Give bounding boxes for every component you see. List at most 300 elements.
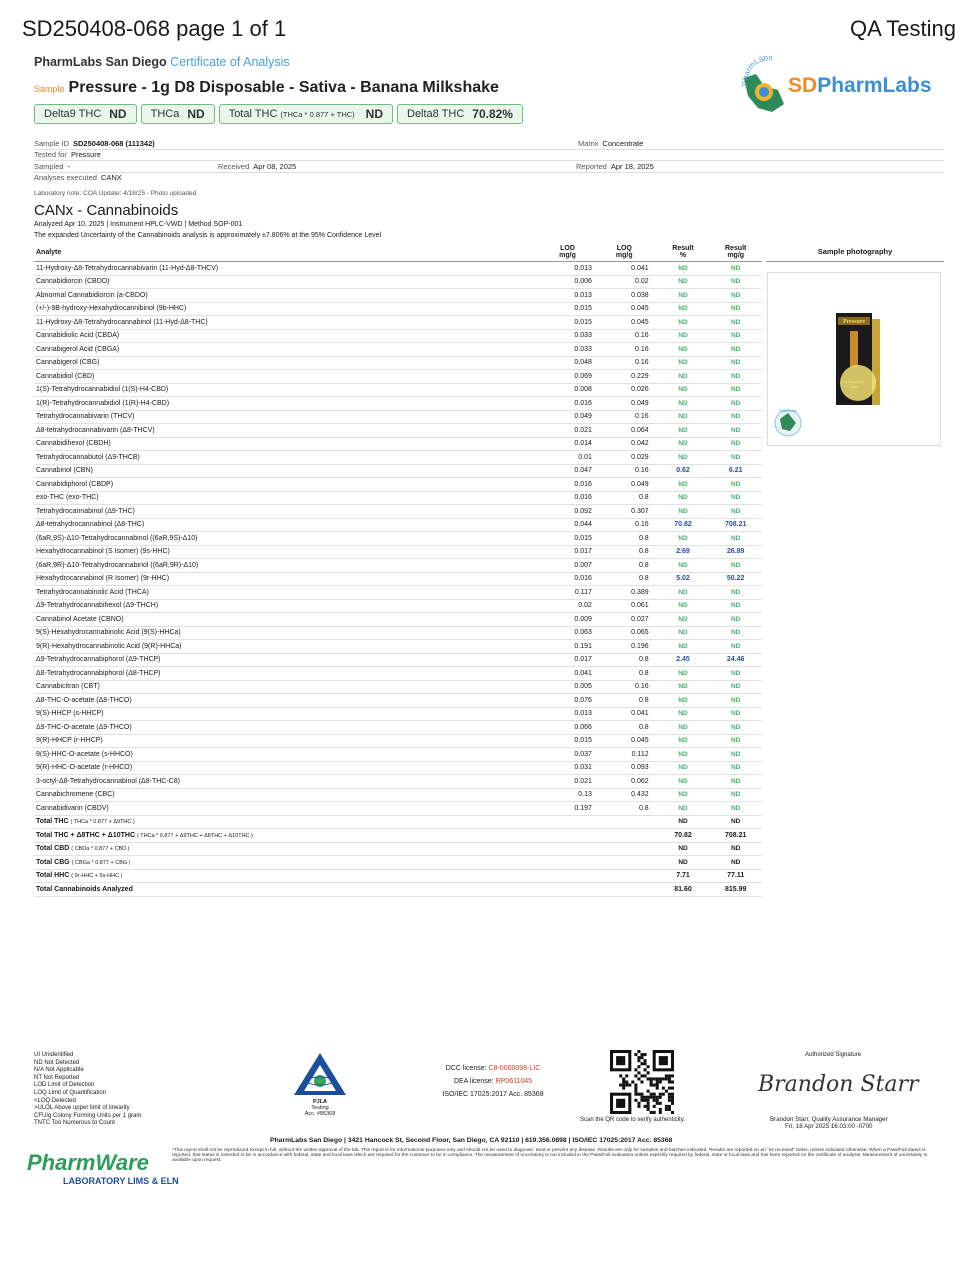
- result-pct: ND: [678, 777, 688, 785]
- signer-name: Brandon Starr, Quality Assurance Manager: [770, 1116, 888, 1123]
- sample-tag: Sample: [34, 84, 65, 94]
- table-row: [34, 505, 762, 519]
- table-row: [34, 276, 762, 290]
- total-formula: ( CBDa * 0.877 + CBD ): [71, 846, 130, 853]
- result-pct: ND: [678, 507, 688, 515]
- table-row: [34, 775, 762, 789]
- analyte-name: 9(R)-HHCP (r-HHCP): [36, 737, 103, 745]
- lod-value: 0.016: [574, 480, 592, 488]
- result-pct: ND: [678, 440, 688, 448]
- pjla-line: Testing: [311, 1105, 329, 1111]
- table-row: [34, 343, 762, 357]
- analyte-name: (6aR,9R)-Δ10-Tetrahydrocannabinol ((6aR,9R)-Δ10): [36, 561, 199, 569]
- lod-value: 0.047: [574, 467, 592, 475]
- analyte-name: Δ9-THC-O-acetate (Δ9-THCO): [36, 723, 132, 731]
- loq-value: 0.8: [638, 669, 649, 677]
- lod-value: 0.041: [574, 669, 592, 677]
- sample-name: Pressure - 1g D8 Disposable - Sativa - Banana Milkshake: [68, 79, 499, 96]
- result-mg: ND: [730, 723, 741, 731]
- loq-value: 0.045: [631, 318, 649, 326]
- table-row: [34, 600, 762, 614]
- result-mg: ND: [730, 845, 741, 853]
- lod-value: 0.017: [574, 548, 592, 556]
- col-result-mg: Result mg/g: [724, 244, 747, 259]
- dcc-key: DCC license:: [445, 1065, 487, 1072]
- col-result-pct: Result %: [672, 244, 694, 259]
- result-pct: ND: [678, 669, 688, 677]
- info-row: [34, 138, 944, 150]
- pw-sub: LABORATORY LIMS & ELN: [63, 1176, 179, 1186]
- badge-value: ND: [109, 107, 127, 121]
- lod-value: 0.015: [574, 534, 592, 542]
- result-mg: ND: [730, 278, 741, 286]
- result-pct: 0.62: [676, 467, 690, 475]
- badge-label: Delta9 THC: [44, 108, 102, 120]
- sample-info: [34, 138, 944, 183]
- loq-value: 0.196: [631, 642, 649, 650]
- col-analyte: Analyte: [36, 248, 62, 256]
- lod-value: 0.033: [574, 332, 592, 340]
- result-mg: ND: [730, 602, 741, 610]
- badge-total-thc: [219, 104, 393, 124]
- lod-value: 0.066: [574, 723, 592, 731]
- analyte-name: Cannabicitran (CBT): [36, 683, 100, 691]
- analyte-name: Cannabinol Acetate (CBNO): [36, 615, 124, 623]
- result-mg: ND: [730, 642, 741, 650]
- legend-item: ND Not Detected: [34, 1059, 80, 1066]
- lod-value: 0.015: [574, 318, 592, 326]
- signature-block: [770, 1116, 888, 1130]
- table-row: [34, 478, 762, 492]
- result-mg: ND: [730, 818, 741, 826]
- analyte-name: Cannabidiphorol (CBDP): [36, 480, 114, 488]
- analyte-name: 1(R)-Tetrahydrocannabidiol (1(R)-H4-CBD): [36, 399, 170, 407]
- pjla-triangle-icon: [290, 1051, 350, 1097]
- analyte-name: (6aR,9S)-Δ10-Tetrahydrocannabinol ((6aR,9S)-Δ10): [36, 534, 198, 542]
- result-mg: ND: [730, 764, 741, 772]
- lod-value: 0.006: [574, 278, 592, 286]
- lod-value: 0.015: [574, 305, 592, 313]
- result-pct: ND: [678, 399, 688, 407]
- result-mg: ND: [730, 291, 741, 299]
- info-row: [34, 150, 944, 162]
- table-row: [34, 762, 762, 776]
- analyte-name: Δ8-THC-O-acetate (Δ8-THCO): [36, 696, 132, 704]
- result-mg: ND: [730, 453, 741, 461]
- legend-item: TNTC Too Numerous to Count: [34, 1120, 115, 1127]
- lod-value: 0.197: [574, 804, 592, 812]
- coa-label: Certificate of Analysis: [170, 55, 290, 69]
- table-row: [34, 586, 762, 600]
- loq-value: 0.045: [631, 305, 649, 313]
- lod-value: 0.021: [574, 426, 592, 434]
- reported-value: Apr 18, 2025: [610, 161, 654, 171]
- table-row: [34, 357, 762, 371]
- lab-line: [34, 55, 290, 69]
- result-mg: ND: [730, 494, 741, 502]
- logo-sd: SD: [788, 74, 818, 97]
- total-formula: ( 9r-HHC + 9s-HHC ): [71, 873, 123, 880]
- loq-value: 0.049: [631, 399, 649, 407]
- legend-item: LOD Limit of Detection: [34, 1082, 95, 1089]
- result-pct: ND: [678, 642, 688, 650]
- total-name: Total Cannabinoids Analyzed: [36, 885, 133, 893]
- loq-value: 0.16: [635, 413, 649, 421]
- lod-value: 0.009: [574, 615, 592, 623]
- badge-value: ND: [187, 107, 205, 121]
- table-row: [34, 654, 762, 668]
- analyte-name: Δ9-Tetrahydrocannabihexol (Δ9-THCH): [36, 602, 159, 610]
- sampled-value: -: [67, 161, 71, 171]
- tested-value: Pressure: [70, 150, 101, 160]
- info-key: Sampled: [34, 161, 64, 171]
- dcc-value: C8-0000098-LIC: [488, 1065, 541, 1072]
- badge-label: THCa: [150, 108, 180, 120]
- result-mg: ND: [730, 791, 741, 799]
- loq-value: 0.8: [638, 656, 649, 664]
- result-pct: ND: [678, 453, 688, 461]
- col-lod: LOD mg/g: [559, 244, 576, 259]
- logo-arc-text: PharmLabs: [740, 56, 773, 87]
- lod-value: 0.021: [574, 777, 592, 785]
- lod-value: 0.092: [574, 507, 592, 515]
- legend-item: LOQ Limit of Quantification: [34, 1089, 107, 1096]
- result-pct: ND: [678, 602, 688, 610]
- table-row: [34, 573, 762, 587]
- result-mg: ND: [730, 426, 741, 434]
- analyte-name: 9(R)-HHC-O-acetate (r-HHCO): [36, 764, 133, 772]
- badge-value: ND: [365, 107, 383, 121]
- sample-line: [34, 79, 499, 97]
- result-pct: ND: [678, 710, 688, 718]
- signature-script: Brandon Starr: [758, 1072, 919, 1097]
- analyte-name: Hexahydrocannabinol (R Isomer) (9r-HHC): [36, 575, 170, 583]
- lod-value: 0.191: [574, 642, 592, 650]
- legend-item: <LOQ Detected: [34, 1097, 76, 1104]
- loq-value: 0.8: [638, 696, 649, 704]
- loq-value: 0.027: [631, 615, 649, 623]
- total-row: [34, 870, 762, 884]
- result-pct: ND: [678, 264, 688, 272]
- lod-value: 0.033: [574, 345, 592, 353]
- loq-value: 0.038: [631, 291, 649, 299]
- iso-line: ISO/IEC 17025:2017 Acc. 85368: [442, 1091, 544, 1098]
- analyzed-line: Analyzed Apr 10, 2025 | Instrument HPLC-VWD | Method SOP-001: [34, 221, 243, 228]
- summary-badges: [34, 104, 523, 124]
- info-key: Reported: [576, 161, 607, 171]
- result-pct: ND: [678, 561, 688, 569]
- lod-value: 0.013: [574, 291, 592, 299]
- sample-id: SD250408-068 (111342): [73, 138, 155, 148]
- lod-value: 0.044: [574, 521, 592, 529]
- total-formula: ( THCa * 0.877 + Δ9THC + Δ8THC + Δ10THC ): [136, 832, 253, 839]
- lod-value: 0.008: [574, 386, 592, 394]
- analyses-value: CANX: [100, 173, 122, 183]
- pjla-logo: [290, 1051, 350, 1117]
- table-row: [34, 316, 762, 330]
- analyte-name: Δ8-tetrahydrocannabinol (Δ8-THC): [36, 521, 145, 529]
- result-pct: ND: [678, 386, 688, 394]
- loq-value: 0.229: [631, 372, 649, 380]
- result-pct: ND: [678, 494, 688, 502]
- loq-value: 0.8: [638, 561, 649, 569]
- table-row: [34, 559, 762, 573]
- result-pct: ND: [678, 318, 688, 326]
- analyte-name: Cannabidiorcin (CBDO): [36, 278, 110, 286]
- badge-delta8: [397, 104, 523, 124]
- loq-value: 0.112: [631, 750, 649, 758]
- info-key: Received: [218, 161, 250, 171]
- analyte-name: (+/-)-9B-hydroxy-Hexahydrocannibinol (9b-HHC): [36, 305, 187, 313]
- pw-brand: PharmWare: [27, 1150, 149, 1175]
- analyte-name: 9(R)-Hexahydrocannabinolic Acid (9(R)-HHCa): [36, 642, 182, 650]
- result-mg: ND: [730, 710, 741, 718]
- result-mg: ND: [730, 858, 741, 866]
- result-pct: ND: [678, 332, 688, 340]
- loq-value: 0.16: [635, 467, 649, 475]
- result-pct: ND: [678, 696, 688, 704]
- result-mg: ND: [730, 804, 741, 812]
- photo-heading: Sample photography: [766, 243, 944, 262]
- lod-value: 0.017: [574, 656, 592, 664]
- legend-item: CFU/g Colony Forming Units per 1 gram: [34, 1112, 142, 1119]
- total-name: Total CBG ( CBGa * 0.877 + CBG ): [36, 858, 131, 866]
- result-mg: ND: [730, 372, 741, 380]
- info-key: Analyses executed: [34, 173, 97, 183]
- analyte-name: Cannabichromene (CBC): [36, 791, 115, 799]
- badge-delta9: [34, 104, 137, 124]
- analyte-name: Tetrahydrocannabivarin (THCV): [36, 413, 135, 421]
- analyte-name: Cannabidihexol (CBDH): [36, 440, 111, 448]
- info-key: Sample ID: [34, 138, 70, 148]
- badge-value: 70.82%: [472, 107, 513, 121]
- table-row: [34, 735, 762, 749]
- result-mg: ND: [730, 669, 741, 677]
- result-mg: ND: [730, 332, 741, 340]
- analyte-name: Δ9-Tetrahydrocannabiphorol (Δ9-THCP): [36, 656, 161, 664]
- lod-value: 0.014: [574, 440, 592, 448]
- page-title: SD250408-068 page 1 of 1: [22, 16, 287, 41]
- licenses: [437, 1062, 549, 1101]
- table-row: [34, 465, 762, 479]
- table-row: [34, 384, 762, 398]
- result-pct: ND: [678, 818, 688, 826]
- lod-value: 0.02: [578, 602, 592, 610]
- table-row: [34, 411, 762, 425]
- legend-item: NT Not Reported: [34, 1074, 80, 1081]
- result-pct: ND: [678, 413, 688, 421]
- table-row: [34, 262, 762, 276]
- result-mg: 6.21: [728, 467, 743, 475]
- result-mg: ND: [730, 305, 741, 313]
- col-loq: LOQ mg/g: [615, 244, 633, 259]
- result-pct: ND: [678, 305, 688, 313]
- result-mg: ND: [730, 386, 741, 394]
- lod-value: 0.005: [574, 683, 592, 691]
- analyte-name: exo-THC (exo-THC): [36, 494, 99, 502]
- loq-value: 0.8: [638, 723, 649, 731]
- received-value: Apr 08, 2025: [253, 161, 297, 171]
- table-row: [34, 694, 762, 708]
- table-row: [34, 438, 762, 452]
- legend-item: UI Unidentified: [34, 1052, 74, 1058]
- loq-value: 0.049: [631, 480, 649, 488]
- legend: [34, 1052, 141, 1128]
- analyte-name: Δ8-tetrahydrocannabivarin (Δ8-THCV): [36, 426, 155, 434]
- result-pct: ND: [678, 683, 688, 691]
- result-mg: 26.89: [726, 548, 745, 556]
- result-pct: ND: [678, 791, 688, 799]
- result-mg: ND: [730, 777, 741, 785]
- result-mg: ND: [730, 359, 741, 367]
- total-name: Total THC + Δ8THC + Δ10THC ( THCa * 0.877 + Δ9THC + Δ8THC + Δ10THC ): [36, 831, 253, 839]
- lod-value: 0.037: [574, 750, 592, 758]
- loq-value: 0.062: [631, 777, 649, 785]
- table-row: [34, 546, 762, 560]
- sdpharmlabs-logo: [738, 56, 943, 114]
- result-mg: ND: [730, 737, 741, 745]
- info-row: [34, 161, 944, 173]
- loq-value: 0.045: [631, 737, 649, 745]
- total-name: Total THC ( THCa * 0.877 + Δ9THC ): [36, 818, 135, 826]
- analyte-name: 1(S)-Tetrahydrocannabidiol (1(S)-H4-CBD): [36, 386, 169, 394]
- result-pct: 81.60: [674, 885, 692, 893]
- table-row: [34, 640, 762, 654]
- result-mg: ND: [730, 345, 741, 353]
- result-pct: 2.45: [676, 656, 690, 664]
- info-key: Matrix: [578, 138, 599, 148]
- result-mg: ND: [730, 399, 741, 407]
- result-pct: ND: [678, 534, 688, 542]
- svg-text:SDPharmLabs: [788, 74, 932, 97]
- cannabinoid-table: [34, 243, 762, 897]
- result-pct: ND: [678, 845, 688, 853]
- result-pct: ND: [678, 615, 688, 623]
- analyte-name: Cannabidiol (CBD): [36, 372, 95, 380]
- table-row: [34, 627, 762, 641]
- result-mg: ND: [730, 588, 741, 596]
- analyte-name: 11-Hydroxy-Δ8-Tetrahydrocannabivarin (11-Hyd-Δ8-THCV): [36, 264, 219, 272]
- table-row: [34, 424, 762, 438]
- table-row: [34, 802, 762, 816]
- result-pct: 5.02: [676, 575, 690, 583]
- pjla-acc: Acc. #85368: [304, 1111, 336, 1117]
- footer-address: PharmLabs San Diego | 3421 Hancock St, Second Floor, San Diego, CA 92110 | 619.356.0898 | ISO/IEC 17025:2017 Acc. 85368: [270, 1137, 673, 1144]
- loq-value: 0.093: [631, 764, 649, 772]
- total-formula: ( THCa * 0.877 + Δ9THC ): [70, 819, 135, 826]
- loq-value: 0.02: [635, 278, 649, 286]
- pharmware-logo: [27, 1146, 179, 1188]
- analyte-name: Cannabigerol Acid (CBGA): [36, 345, 120, 353]
- section-title: CANx - Cannabinoids: [34, 202, 179, 219]
- info-row: [34, 173, 944, 184]
- loq-value: 0.16: [635, 521, 649, 529]
- loq-value: 0.029: [631, 453, 649, 461]
- loq-value: 0.16: [635, 683, 649, 691]
- result-pct: ND: [678, 345, 688, 353]
- lod-value: 0.069: [574, 372, 592, 380]
- result-pct: ND: [678, 737, 688, 745]
- analyte-name: 11-Hydroxy-Δ8-Tetrahydrocannabinol (11-Hyd-Δ8-THC): [36, 318, 208, 326]
- table-row: [34, 667, 762, 681]
- lod-value: 0.007: [574, 561, 592, 569]
- result-mg: ND: [730, 440, 741, 448]
- loq-value: 0.8: [638, 534, 649, 542]
- table-row: [34, 492, 762, 506]
- analyte-name: Δ8-Tetrahydrocannabiphorol (Δ8-THCP): [36, 669, 161, 677]
- loq-value: 0.8: [638, 548, 649, 556]
- result-mg: ND: [730, 318, 741, 326]
- total-name: Total CBD ( CBDa * 0.877 + CBD ): [36, 845, 130, 853]
- result-pct: ND: [678, 804, 688, 812]
- badge-label: Delta8 THC: [407, 108, 465, 120]
- total-row: [34, 843, 762, 857]
- badge-label: Total THC: [228, 108, 278, 120]
- loq-value: 0.16: [635, 359, 649, 367]
- result-mg: 77.11: [727, 872, 745, 880]
- badge-thca: [141, 104, 215, 124]
- result-mg: ND: [730, 696, 741, 704]
- lod-value: 0.013: [574, 710, 592, 718]
- analyte-name: Tetrahydrocannabinolic Acid (THCA): [36, 588, 149, 596]
- table-header: [34, 243, 762, 262]
- lod-value: 0.016: [574, 399, 592, 407]
- legend-item: >ULOL Above upper limit of linearity: [34, 1105, 130, 1112]
- loq-value: 0.064: [631, 426, 649, 434]
- table-row: [34, 681, 762, 695]
- result-pct: ND: [678, 426, 688, 434]
- analyte-name: Tetrahydrocannabutol (Δ9-THCB): [36, 453, 140, 461]
- table-row: [34, 532, 762, 546]
- analyte-name: 9(S)-HHC-O-acetate (s-HHCO): [36, 750, 133, 758]
- table-row: [34, 748, 762, 762]
- result-mg: ND: [730, 750, 741, 758]
- analyte-name: 9(S)-HHCP (s-HHCP): [36, 710, 104, 718]
- table-row: [34, 613, 762, 627]
- loq-value: 0.026: [631, 386, 649, 394]
- analyte-name: Cannabinol (CBN): [36, 467, 93, 475]
- lod-value: 0.031: [574, 764, 592, 772]
- total-row: [34, 883, 762, 897]
- result-pct: ND: [678, 480, 688, 488]
- analyte-name: Abnormal Cannabidiorcin (a-CBDO): [36, 291, 148, 299]
- loq-value: 0.307: [631, 507, 649, 515]
- loq-value: 0.8: [638, 494, 649, 502]
- analyte-name: Cannabigerol (CBG): [36, 359, 100, 367]
- total-row: [34, 829, 762, 843]
- badge-sub: (THCa * 0.877 + THC): [280, 109, 355, 119]
- result-pct: ND: [678, 372, 688, 380]
- loq-value: 0.8: [638, 575, 649, 583]
- table-row: [34, 330, 762, 344]
- result-mg: ND: [730, 683, 741, 691]
- loq-value: 0.432: [631, 791, 649, 799]
- table-row: [34, 451, 762, 465]
- result-pct: ND: [678, 588, 688, 596]
- result-mg: 50.22: [726, 575, 745, 583]
- pjla-name: PJLA: [312, 1099, 328, 1105]
- result-mg: ND: [730, 561, 741, 569]
- box-brand: Pressure: [842, 319, 866, 325]
- lod-value: 0.117: [574, 588, 592, 596]
- dea-key: DEA license:: [453, 1078, 494, 1085]
- lod-value: 0.063: [574, 629, 592, 637]
- result-mg: 708.21: [724, 831, 747, 839]
- loq-value: 0.041: [631, 710, 649, 718]
- analyte-name: Cannabidivarin (CBDV): [36, 804, 109, 812]
- lod-value: 0.049: [574, 413, 592, 421]
- qr-code[interactable]: [610, 1050, 674, 1114]
